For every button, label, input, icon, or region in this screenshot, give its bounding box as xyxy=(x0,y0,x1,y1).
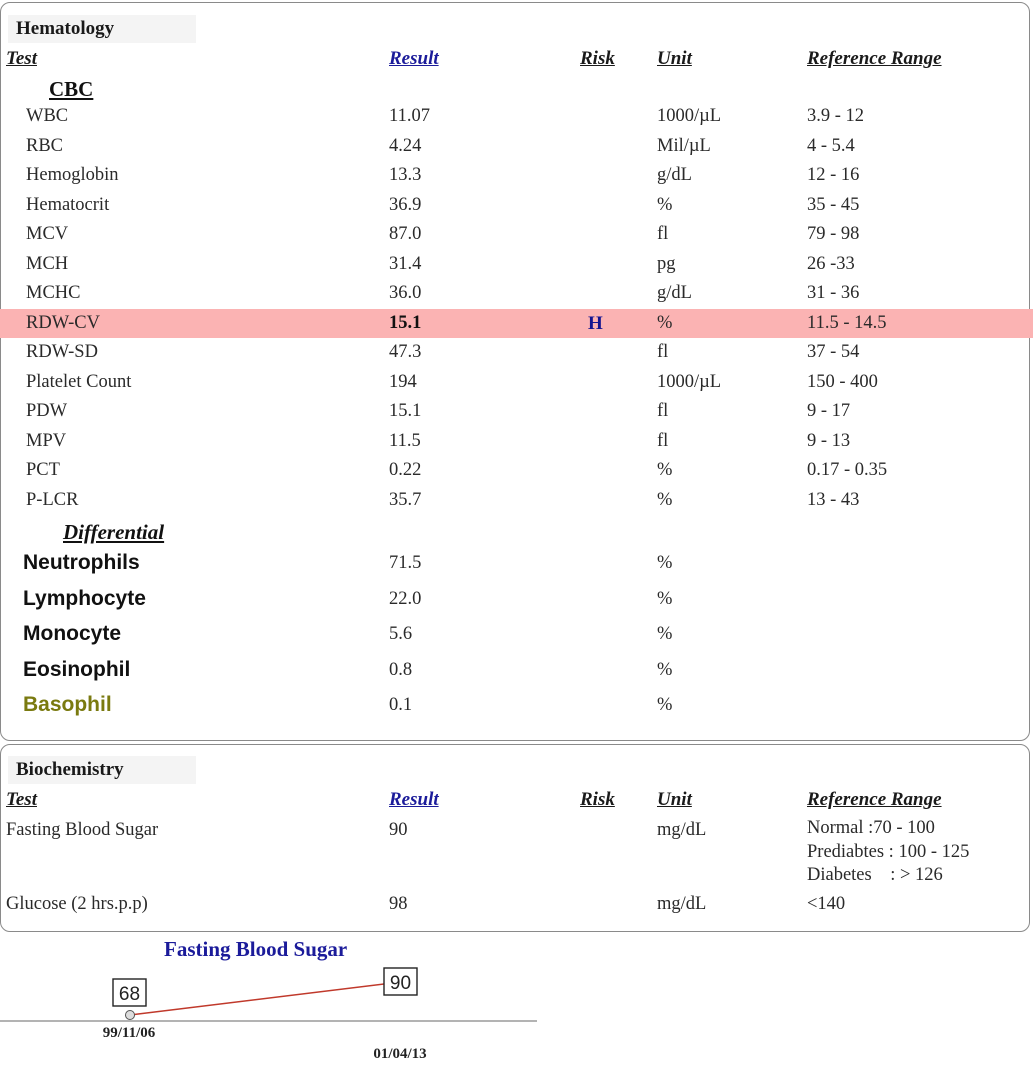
cbc-unit: fl xyxy=(657,401,669,421)
x-tick-label: 99/11/06 xyxy=(102,1025,156,1041)
cbc-result: 31.4 xyxy=(389,254,422,274)
cbc-reference-range: 31 - 36 xyxy=(807,283,860,303)
cbc-test-name: Hemoglobin xyxy=(26,165,119,185)
cbc-reference-range: 0.17 - 0.35 xyxy=(807,460,888,480)
cbc-test-name: MCH xyxy=(26,254,69,274)
differential-result: 5.6 xyxy=(389,624,413,644)
cbc-test-name: MCV xyxy=(26,224,69,244)
differential-result: 22.0 xyxy=(389,589,422,609)
cbc-result: 11.07 xyxy=(389,106,430,126)
cbc-reference-range: 3.9 - 12 xyxy=(807,106,865,126)
biochemistry-title: Biochemistry xyxy=(8,756,196,784)
bio-test-name: Fasting Blood Sugar xyxy=(6,820,159,840)
cbc-result: 87.0 xyxy=(389,224,422,244)
differential-result: 0.8 xyxy=(389,660,413,680)
cbc-reference-range: 12 - 16 xyxy=(807,165,860,185)
cbc-unit: 1000/µL xyxy=(657,106,722,126)
bio-test-name: Glucose (2 hrs.p.p) xyxy=(6,894,148,914)
differential-result: 71.5 xyxy=(389,553,422,573)
bio-unit: mg/dL xyxy=(657,820,707,840)
data-label: 68 xyxy=(118,984,141,1005)
cbc-unit: Mil/µL xyxy=(657,136,711,156)
differential-unit: % xyxy=(657,589,673,609)
bio-range-line: Prediabtes : 100 - 125 xyxy=(807,842,970,862)
cbc-test-name: WBC xyxy=(26,106,69,126)
bio-result: 90 xyxy=(389,820,408,840)
header-risk: Risk xyxy=(580,48,615,69)
cbc-reference-range: 26 -33 xyxy=(807,254,855,274)
cbc-test-name: RDW-CV xyxy=(26,313,100,333)
cbc-result: 13.3 xyxy=(389,165,422,185)
cbc-reference-range: 79 - 98 xyxy=(807,224,860,244)
bio-header-result: Result xyxy=(389,789,439,810)
cbc-result: 36.0 xyxy=(389,283,422,303)
cbc-result: 194 xyxy=(389,372,417,392)
differential-test-name: Eosinophil xyxy=(23,658,131,681)
bio-header-unit: Unit xyxy=(657,789,692,810)
cbc-result: 35.7 xyxy=(389,490,422,510)
cbc-reference-range: 9 - 17 xyxy=(807,401,851,421)
cbc-reference-range: 9 - 13 xyxy=(807,431,851,451)
differential-test-name: Neutrophils xyxy=(23,551,140,574)
cbc-result: 11.5 xyxy=(389,431,421,451)
cbc-unit: g/dL xyxy=(657,283,692,303)
cbc-result: 15.1 xyxy=(389,401,422,421)
cbc-test-name: Hematocrit xyxy=(26,195,110,215)
cbc-test-name: MPV xyxy=(26,431,67,451)
cbc-group-label: CBC xyxy=(49,77,94,101)
cbc-unit: g/dL xyxy=(657,165,692,185)
x-tick-label: 01/04/13 xyxy=(373,1046,427,1062)
header-result: Result xyxy=(389,48,439,69)
differential-test-name: Lymphocyte xyxy=(23,587,146,610)
bio-header-risk: Risk xyxy=(580,789,615,810)
differential-unit: % xyxy=(657,695,673,715)
cbc-result: 0.22 xyxy=(389,460,422,480)
bio-result: 98 xyxy=(389,894,408,914)
fbs-trend-chart xyxy=(0,960,560,1070)
differential-result: 0.1 xyxy=(389,695,413,715)
bio-range-line: <140 xyxy=(807,894,846,914)
bio-range-line: Normal :70 - 100 xyxy=(807,818,935,838)
header-unit: Unit xyxy=(657,48,692,69)
bio-range-line: Diabetes : > 126 xyxy=(807,865,943,885)
cbc-test-name: RDW-SD xyxy=(26,342,98,362)
cbc-test-name: PCT xyxy=(26,460,60,480)
cbc-test-name: Platelet Count xyxy=(26,372,132,392)
cbc-result: 47.3 xyxy=(389,342,422,362)
cbc-unit: 1000/µL xyxy=(657,372,722,392)
cbc-test-name: P-LCR xyxy=(26,490,79,510)
cbc-reference-range: 150 - 400 xyxy=(807,372,878,392)
differential-test-name: Monocyte xyxy=(23,622,122,645)
hematology-title: Hematology xyxy=(8,15,196,43)
cbc-test-name: PDW xyxy=(26,401,68,421)
series-line xyxy=(130,982,400,1015)
header-reference-range: Reference Range xyxy=(807,48,942,69)
differential-unit: % xyxy=(657,624,673,644)
bio-header-test: Test xyxy=(6,789,37,810)
cbc-reference-range: 11.5 - 14.5 xyxy=(807,313,887,333)
cbc-result: 15.1 xyxy=(389,313,422,333)
cbc-unit: % xyxy=(657,490,673,510)
cbc-reference-range: 35 - 45 xyxy=(807,195,860,215)
cbc-unit: fl xyxy=(657,342,669,362)
cbc-unit: fl xyxy=(657,431,669,451)
cbc-result: 4.24 xyxy=(389,136,422,156)
chart-title: Fasting Blood Sugar xyxy=(164,937,348,961)
cbc-test-name: MCHC xyxy=(26,283,81,303)
differential-group-label: Differential xyxy=(63,520,165,544)
cbc-risk-flag: H xyxy=(588,313,603,334)
cbc-unit: % xyxy=(657,195,673,215)
data-label: 90 xyxy=(389,973,412,994)
cbc-unit: pg xyxy=(657,254,676,274)
bio-unit: mg/dL xyxy=(657,894,707,914)
cbc-result: 36.9 xyxy=(389,195,422,215)
cbc-unit: fl xyxy=(657,224,669,244)
differential-unit: % xyxy=(657,553,673,573)
data-point xyxy=(126,1011,135,1020)
cbc-reference-range: 37 - 54 xyxy=(807,342,860,362)
cbc-test-name: RBC xyxy=(26,136,64,156)
cbc-unit: % xyxy=(657,313,673,333)
differential-unit: % xyxy=(657,660,673,680)
cbc-reference-range: 4 - 5.4 xyxy=(807,136,855,156)
cbc-unit: % xyxy=(657,460,673,480)
differential-test-name: Basophil xyxy=(23,693,112,716)
cbc-reference-range: 13 - 43 xyxy=(807,490,860,510)
header-test: Test xyxy=(6,48,37,69)
bio-header-reference-range: Reference Range xyxy=(807,789,942,810)
